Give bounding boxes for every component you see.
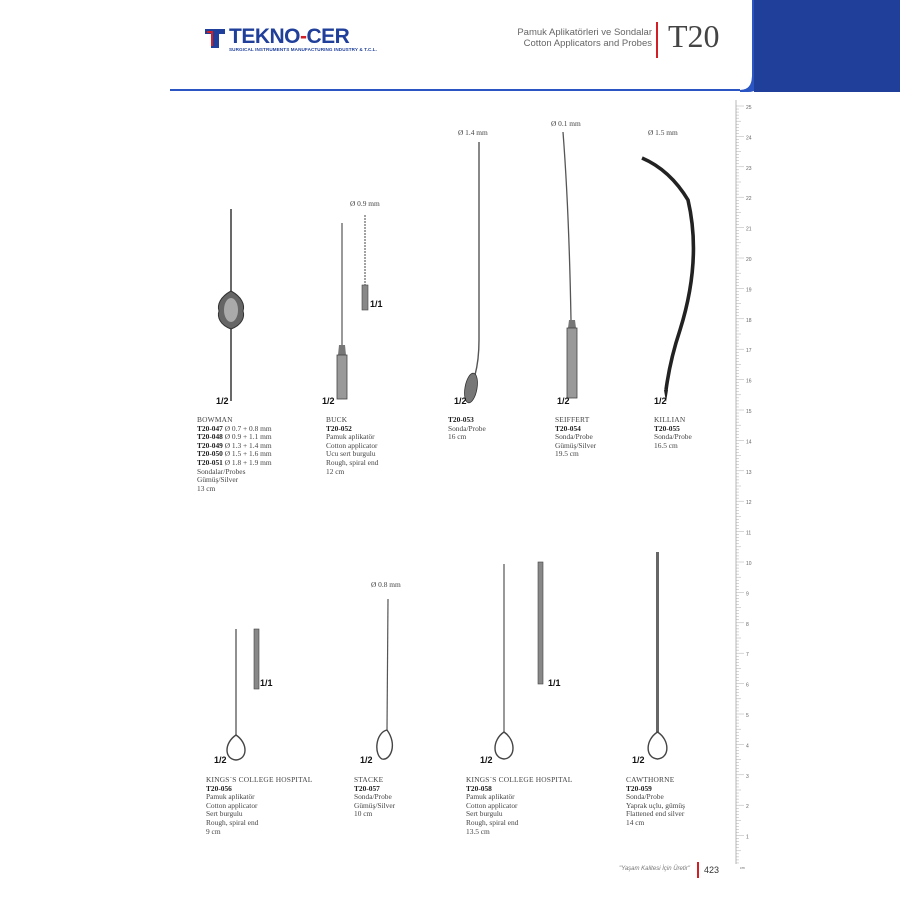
kings-058-code: T20-058: [466, 783, 492, 793]
bowman-variant-row: T20-049 Ø 1.3 + 1.4 mm: [197, 440, 272, 450]
page-number: 423: [704, 865, 720, 875]
caption-line: Sondalar/Probes: [197, 466, 246, 476]
ruler-label: 23: [746, 165, 752, 172]
caption-line: Cotton applicator: [466, 800, 518, 810]
ruler-label: 10: [746, 561, 752, 567]
stacke-caption: [354, 776, 395, 819]
ruler-label: 1: [746, 834, 749, 841]
ruler-label: 7: [746, 652, 749, 659]
caption-line: Cotton applicator: [326, 440, 378, 450]
buck-detail-scale: 1/1: [370, 299, 383, 309]
kings-058-scale: 1/2: [480, 755, 493, 765]
caption-line: Rough, spiral end: [326, 457, 379, 467]
ruler-label: 12: [746, 500, 752, 507]
cm-ruler: [734, 100, 760, 870]
ruler-label: 21: [746, 226, 752, 233]
caption-line: Cotton applicator: [206, 800, 258, 810]
caption-line: Sert burgulu: [466, 809, 503, 819]
ruler-label: 15: [746, 409, 752, 415]
bowman-variant-row: T20-050 Ø 1.5 + 1.6 mm: [197, 449, 272, 459]
ruler-label: 9: [746, 591, 749, 598]
killian-code: T20-055: [654, 423, 680, 433]
caption-line: Sonda/Probe: [654, 432, 692, 442]
caption-line: Gümüş/Silver: [197, 475, 239, 485]
seiffert-scale: 1/2: [557, 396, 570, 406]
bowman-probe-drawing: [214, 205, 248, 405]
ruler-label: 16: [746, 378, 752, 385]
kings-056-code: T20-056: [206, 783, 232, 793]
caption-line: Sert burgulu: [206, 809, 243, 819]
seiffert-probe-drawing: [555, 130, 595, 405]
seiffert-name: SEIFFERT: [555, 415, 590, 424]
ruler-label: 14: [746, 439, 752, 446]
caption-line: Yaprak uçlu, gümüş: [626, 800, 685, 810]
footer-slogan: "Yaşam Kalitesi İçin Üretir": [619, 866, 690, 872]
caption-line: 19.5 cm: [555, 449, 579, 459]
caption-line: Rough, spiral end: [206, 817, 259, 827]
bowman-name: BOWMAN: [197, 415, 233, 424]
stacke-probe-drawing: [370, 595, 410, 765]
buck-applicator-drawing: [330, 215, 376, 405]
caption-line: 14 cm: [626, 817, 645, 827]
cawthorne-scale: 1/2: [632, 755, 645, 765]
ruler-label: 11: [746, 530, 752, 537]
bowman-variant-row: T20-051 Ø 1.8 + 1.9 mm: [197, 457, 272, 467]
header-rule: [170, 89, 752, 91]
ruler-label: 8: [746, 621, 749, 628]
caption-line: Sonda/Probe: [626, 792, 664, 802]
t20-053-diameter: Ø 1.4 mm: [458, 128, 488, 137]
killian-scale: 1/2: [654, 396, 667, 406]
kings-058-name: KINGS´S COLLEGE HOSPITAL: [466, 775, 573, 784]
section-title-tr: Pamuk Aplikatörleri ve Sondalar: [517, 27, 652, 38]
ruler-label: 25: [746, 105, 752, 111]
seiffert-caption: [555, 416, 596, 459]
kings-058-applicator-drawing: [480, 560, 560, 765]
killian-name: KILLIAN: [654, 415, 686, 424]
buck-caption: [326, 416, 378, 476]
ruler-label: 6: [746, 682, 749, 689]
section-code: T20: [668, 18, 720, 54]
bowman-variant-row: T20-047 Ø 0.7 + 0.8 mm: [197, 423, 272, 433]
buck-diameter: Ø 0.9 mm: [350, 199, 380, 208]
bowman-caption: [197, 416, 272, 493]
stacke-scale: 1/2: [360, 755, 373, 765]
stacke-name: STACKE: [354, 775, 384, 784]
stacke-code: T20-057: [354, 783, 380, 793]
ruler-label: 3: [746, 773, 749, 780]
seiffert-code: T20-054: [555, 423, 581, 433]
ruler-label: 13: [746, 469, 752, 476]
ruler-label: 22: [746, 196, 752, 203]
caption-line: 16 cm: [448, 432, 467, 442]
caption-line: Gümüş/Silver: [354, 800, 396, 810]
caption-line: 9 cm: [206, 826, 221, 836]
t20-053-code: T20-053: [448, 415, 474, 424]
kings-058-detail-scale: 1/1: [548, 678, 561, 688]
caption-line: 13.5 cm: [466, 826, 490, 836]
ruler-label: 2: [746, 804, 749, 811]
cawthorne-code: T20-059: [626, 783, 652, 793]
caption-line: Pamuk aplikatör: [326, 432, 375, 442]
tekno-cer-logo-icon: [203, 26, 227, 50]
brand-tagline: SURGICAL INSTRUMENTS MANUFACTURING INDUSTRY & T.C.L.: [229, 47, 378, 52]
stacke-diameter: Ø 0.8 mm: [371, 580, 401, 589]
header-corner-accent: [740, 0, 900, 92]
t20-053-probe-drawing: [455, 140, 495, 405]
caption-line: Sonda/Probe: [555, 432, 593, 442]
kings-056-detail-scale: 1/1: [260, 678, 273, 688]
caption-line: 10 cm: [354, 809, 373, 819]
kings-056-caption: [206, 776, 312, 836]
footer-divider: [697, 862, 699, 878]
ruler-label: 20: [746, 257, 752, 263]
t20-053-scale: 1/2: [454, 396, 467, 406]
section-title-en: Cotton Applicators and Probes: [523, 38, 652, 49]
caption-line: Gümüş/Silver: [555, 440, 597, 450]
caption-line: Rough, spiral end: [466, 817, 519, 827]
buck-scale: 1/2: [322, 396, 335, 406]
ruler-label: 5: [746, 713, 749, 719]
caption-line: Sonda/Probe: [448, 423, 486, 433]
ruler-label: 19: [746, 287, 752, 294]
kings-056-applicator-drawing: [220, 625, 270, 765]
caption-line: Pamuk aplikatör: [206, 792, 255, 802]
header-divider: [656, 22, 658, 58]
kings-056-scale: 1/2: [214, 755, 227, 765]
caption-line: 13 cm: [197, 483, 216, 493]
cawthorne-probe-drawing: [640, 550, 680, 765]
caption-line: Flattened end silver: [626, 809, 685, 819]
caption-line: Sonda/Probe: [354, 792, 392, 802]
caption-line: Pamuk aplikatör: [466, 792, 515, 802]
caption-line: 12 cm: [326, 466, 345, 476]
caption-line: Ucu sert burgulu: [326, 449, 376, 459]
brand-name: TEKNO-CER: [229, 25, 350, 48]
buck-name: BUCK: [326, 415, 348, 424]
bowman-scale: 1/2: [216, 396, 229, 406]
seiffert-diameter: Ø 0.1 mm: [551, 119, 581, 128]
ruler-label: 4: [746, 743, 749, 750]
killian-diameter: Ø 1.5 mm: [648, 128, 678, 137]
buck-code: T20-052: [326, 423, 352, 433]
kings-056-name: KINGS´S COLLEGE HOSPITAL: [206, 775, 313, 784]
ruler-label: 24: [746, 135, 752, 142]
kings-058-caption: [466, 776, 572, 836]
killian-probe-drawing: [640, 140, 710, 405]
killian-caption: [654, 416, 692, 450]
catalog-section-titles: [517, 27, 652, 49]
ruler-label: 17: [746, 348, 752, 355]
t20-053-caption: [448, 416, 486, 442]
cawthorne-name: CAWTHORNE: [626, 775, 675, 784]
bowman-variant-row: T20-048 Ø 0.9 + 1.1 mm: [197, 432, 272, 442]
brand-logo: [203, 26, 377, 52]
ruler-label: 18: [746, 317, 752, 324]
cawthorne-caption: [626, 776, 685, 828]
caption-line: 16.5 cm: [654, 440, 678, 450]
ruler-unit-label: cm: [740, 866, 745, 870]
